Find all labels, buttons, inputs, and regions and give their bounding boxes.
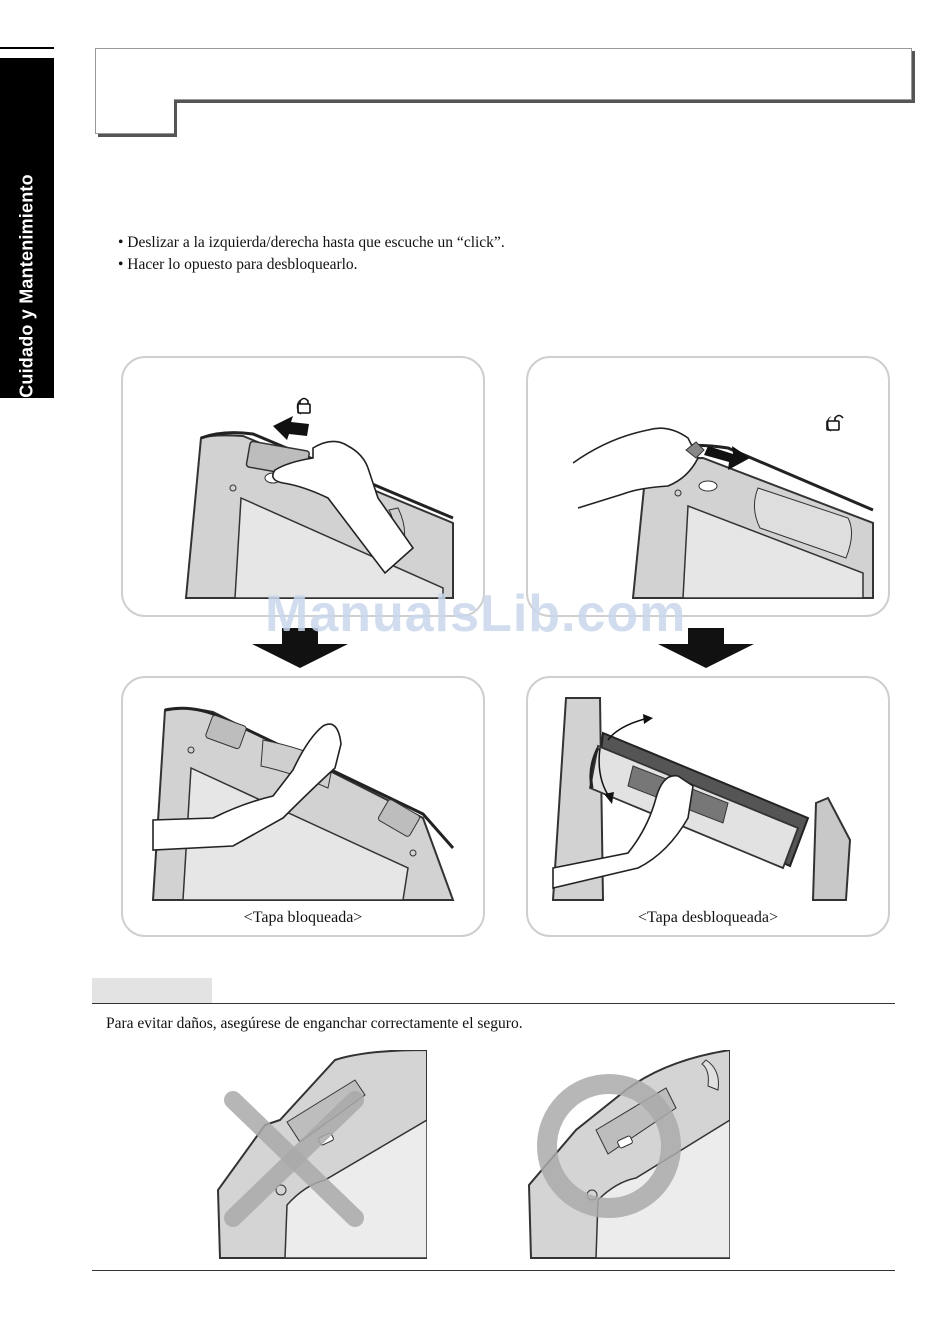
panel-unlocked-lid: [526, 676, 890, 937]
paren-text: (: [826, 413, 832, 432]
watermark: ManualsLib.com: [265, 585, 687, 643]
section-side-label: Cuidado y Mantenimiento: [16, 174, 37, 398]
instruction-list: [118, 232, 505, 276]
lock-open-icon: [826, 413, 844, 431]
side-rule: [0, 47, 54, 49]
title-box-joint: [96, 92, 173, 102]
paren-text: (: [296, 396, 302, 415]
note-tab-slant: [196, 978, 216, 1004]
instruction-item: • Deslizar a la izquierda/derecha hasta que escuche un “click”.: [118, 234, 505, 251]
note-tab: [92, 978, 212, 1003]
unlocked-caption: <Tapa desbloqueada>: [638, 909, 778, 926]
note-rule: [92, 1003, 895, 1004]
incorrect-latch-illustration: [215, 1050, 427, 1260]
title-box: [95, 48, 912, 100]
title-box-tab: [95, 98, 174, 134]
lock-closed-symbol: [296, 396, 302, 416]
section-side-tab: [0, 58, 54, 398]
note-text: Para evitar daños, asegúrese de enganchar correctamente el seguro.: [106, 1015, 523, 1032]
correct-latch-illustration: [526, 1050, 730, 1260]
unlocked-lid-illustration: [528, 678, 888, 935]
instruction-item: • Hacer lo opuesto para desbloquearlo.: [118, 256, 358, 273]
bottom-rule: [92, 1270, 895, 1271]
unlock-step-illustration: [528, 358, 888, 615]
panel-locked-lid: [121, 676, 485, 937]
lock-open-symbol: [826, 413, 832, 433]
lock-closed-icon: [296, 396, 312, 414]
incorrect-latch-drawing: [215, 1050, 427, 1260]
panel-unlock-step: [526, 356, 890, 617]
panel-lock-step: [121, 356, 485, 617]
locked-caption: <Tapa bloqueada>: [243, 909, 363, 926]
correct-latch-drawing: [526, 1050, 730, 1260]
locked-lid-illustration: [123, 678, 483, 935]
